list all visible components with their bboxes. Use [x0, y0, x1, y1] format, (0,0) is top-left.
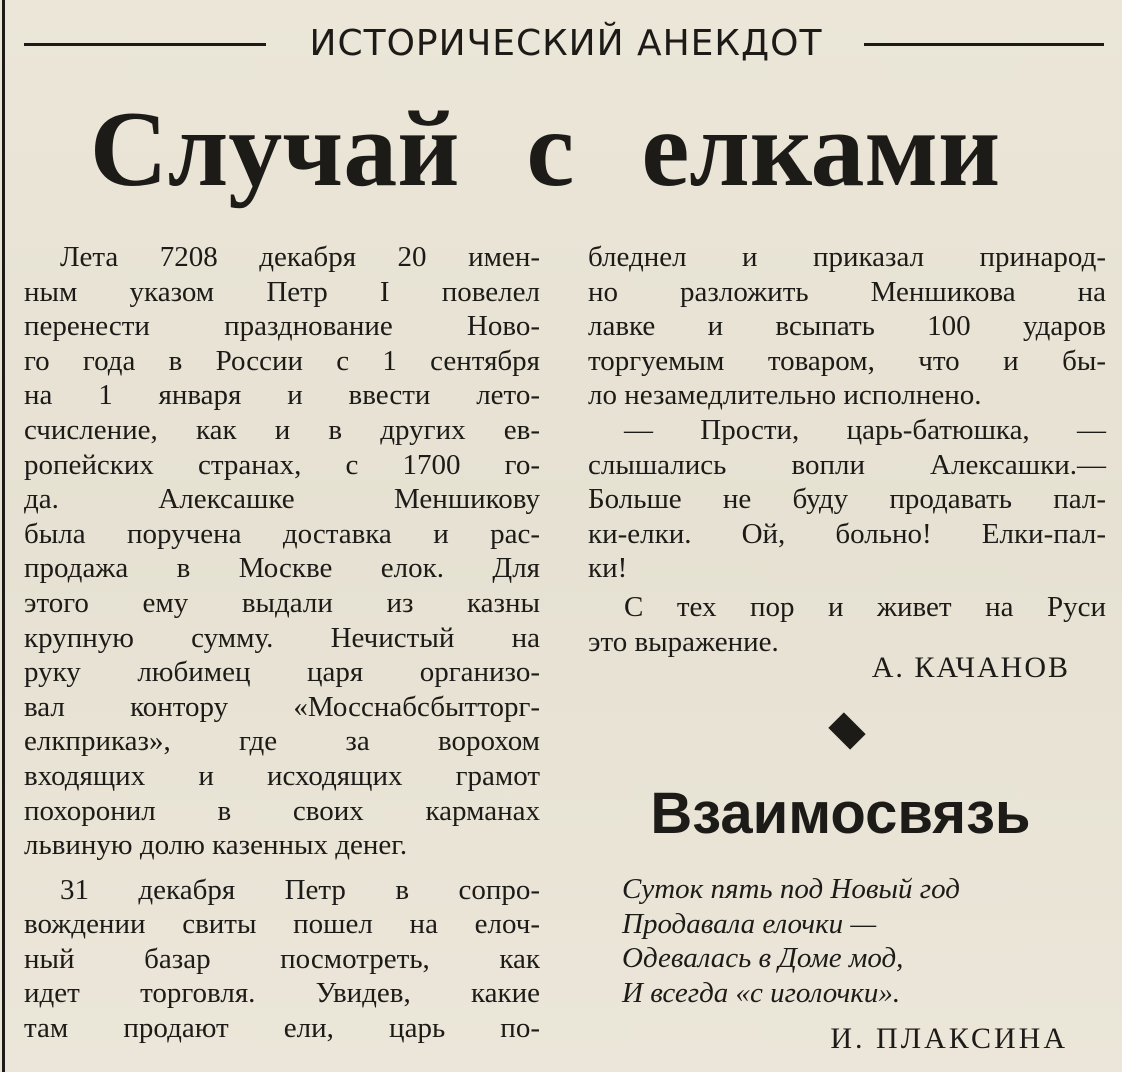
text-line: похоронил в своих карманах	[24, 794, 540, 827]
text-line: счисление, как и в других ев-	[24, 413, 540, 446]
text-line: ки-елки. Ой, больно! Елки-пал-	[588, 517, 1106, 550]
text-line: ропейских странах, с 1700 го-	[24, 448, 540, 481]
text-line: — Прости, царь-батюшка, —	[624, 413, 1106, 446]
text-line: да. Алексашке Меншикову	[24, 483, 540, 516]
text-line: на 1 января и ввести лето-	[24, 379, 540, 412]
text-line: елкприказ», где за ворохом	[24, 725, 540, 758]
text-line: го года в России с 1 сентября	[24, 344, 540, 377]
text-line: вождении свиты пошел на елоч-	[24, 908, 540, 941]
poem-line: Суток пять под Новый год	[622, 873, 960, 905]
rubric-header	[24, 22, 1104, 66]
text-line: была поручена доставка и рас-	[24, 517, 540, 550]
article-paragraph	[24, 873, 540, 1046]
article-column-right	[588, 240, 1106, 659]
text-line: входящих и исходящих грамот	[24, 759, 540, 792]
text-line: львиную долю казенных денег.	[24, 829, 408, 862]
text-line: вал контору «Мосснабсбытторг-	[24, 690, 540, 723]
article-paragraph	[24, 240, 540, 863]
text-line: 31 декабря Петр в сопро-	[60, 873, 540, 906]
text-line: это выражение.	[588, 625, 779, 658]
text-line: руку любимец царя организо-	[24, 656, 540, 689]
text-line: Лета 7208 декабря 20 имен-	[60, 241, 540, 273]
text-line: ло незамедлительно исполнено.	[588, 379, 982, 412]
text-line: крупную сумму. Нечистый на	[24, 621, 540, 654]
diamond-separator-icon	[828, 712, 865, 749]
text-line: идет торговля. Увидев, какие	[24, 977, 540, 1010]
text-line: ный базар посмотреть, как	[24, 942, 540, 975]
rubric-rule-left	[24, 43, 266, 46]
column-rule	[2, 0, 5, 1072]
article-author: А. КАЧАНОВ	[871, 651, 1070, 684]
article-paragraph	[588, 590, 1106, 659]
text-line: продажа в Москве елок. Для	[24, 552, 540, 585]
text-line: лавке и всыпать 100 ударов	[588, 310, 1106, 343]
poem-line: Продавала елочки —	[622, 907, 877, 940]
article-paragraph	[588, 240, 1106, 413]
rubric-title: ИСТОРИЧЕСКИЙ АНЕКДОТ	[309, 23, 823, 64]
article-headline: Случай с елками	[89, 90, 1001, 209]
text-line: бледнел и приказал принарод-	[588, 241, 1106, 273]
poem-line: Одевалась в Доме мод,	[622, 942, 904, 975]
text-line: этого ему выдали из казны	[24, 586, 540, 619]
text-line: ным указом Петр I повелел	[24, 275, 540, 308]
article-column-left	[24, 240, 540, 1046]
poem-author: И. ПЛАКСИНА	[830, 1022, 1068, 1055]
poem-body	[622, 872, 960, 1010]
poem-line: И всегда «с иголочки».	[622, 976, 901, 1009]
text-line: торгуемым товаром, что и бы-	[588, 344, 1106, 377]
text-line: там продают ели, царь по-	[24, 1012, 540, 1045]
rubric-rule-right	[864, 43, 1104, 46]
poem-title: Взаимосвязь	[650, 781, 1031, 846]
text-line: но разложить Меншикова на	[588, 275, 1106, 308]
text-line: ки!	[588, 552, 628, 585]
text-line: С тех пор и живет на Руси	[624, 590, 1106, 623]
article-paragraph	[588, 413, 1106, 586]
text-line: перенести празднование Ново-	[24, 310, 540, 343]
text-line: слышались вопли Алексашки.—	[588, 448, 1106, 481]
text-line: Больше не буду продавать пал-	[588, 483, 1106, 516]
